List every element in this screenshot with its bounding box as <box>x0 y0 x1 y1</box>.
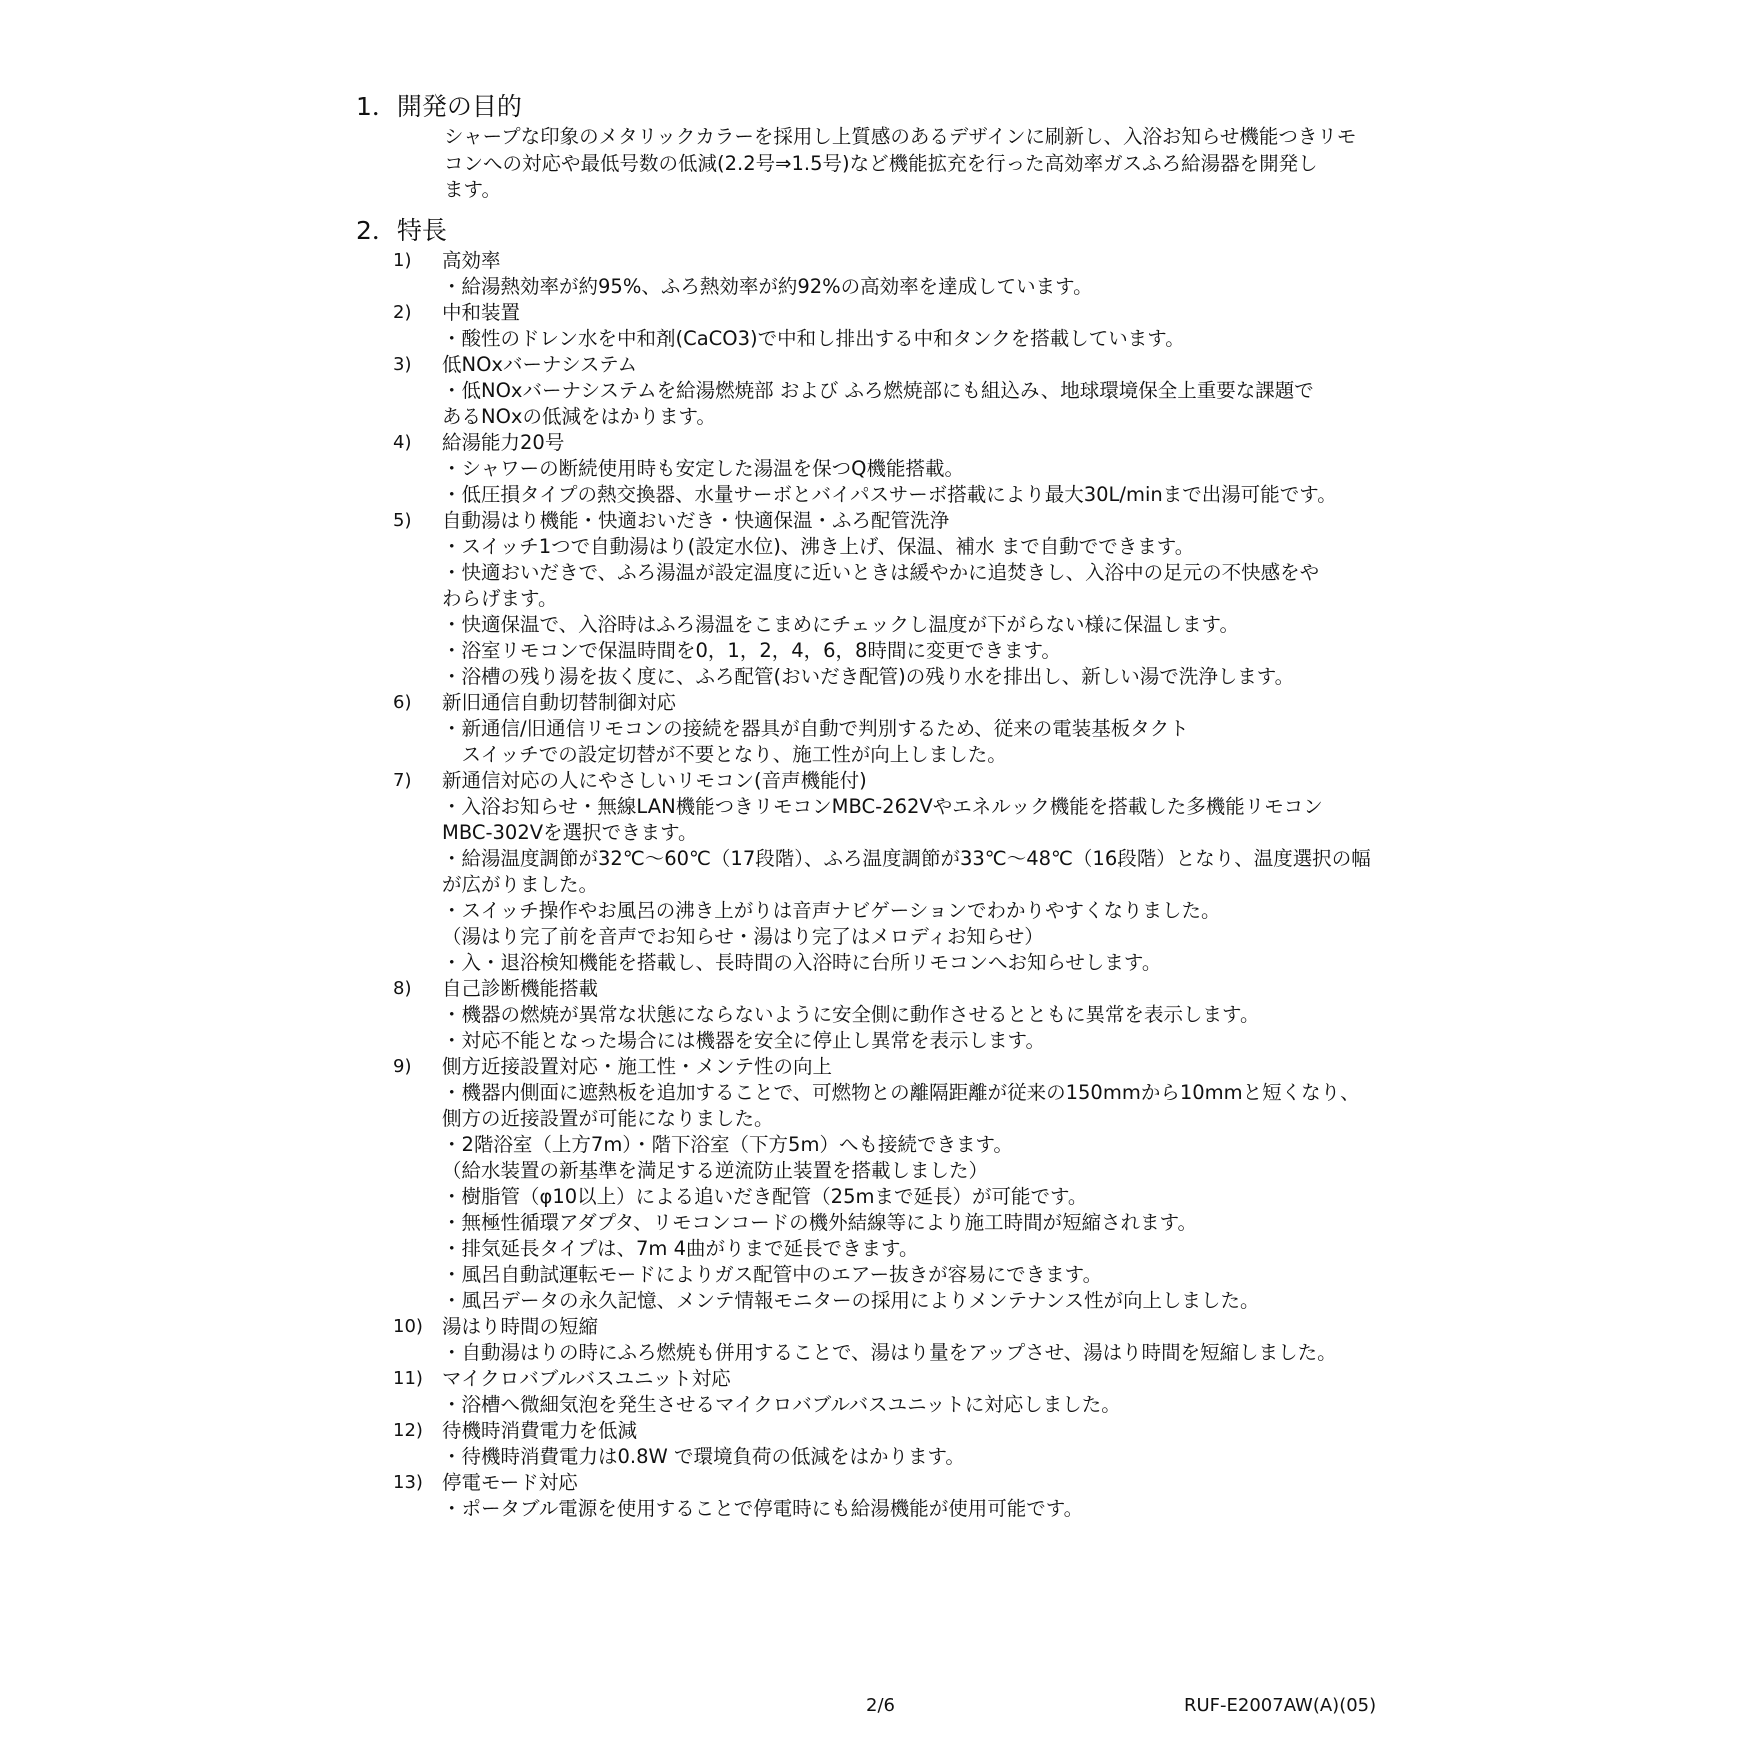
item-heading: マイクロバブルバスユニット対応 <box>442 1367 731 1390</box>
item-number: 1) <box>393 250 412 271</box>
item-line: ・機器内側面に遮熱板を追加することで、可燃物との離隔距離が従来の150mmから10mmと短くなり、 <box>442 1081 1360 1104</box>
item-number: 13) <box>393 1472 423 1493</box>
item-line: ・樹脂管（φ10以上）による追いだき配管（25mまで延長）が可能です。 <box>442 1185 1088 1208</box>
item-heading: 高効率 <box>442 249 501 272</box>
item-heading: 側方近接設置対応・施工性・メンテ性の向上 <box>442 1055 833 1078</box>
item-heading: 給湯能力20号 <box>442 431 565 454</box>
item-line: ・快適保温で、入浴時はふろ湯温をこまめにチェックし温度が下がらない様に保温します。 <box>442 613 1239 636</box>
item-heading: 待機時消費電力を低減 <box>442 1419 638 1442</box>
item-line: ・風呂データの永久記憶、メンテ情報モニターの採用によりメンテナンス性が向上しました。 <box>442 1289 1260 1312</box>
item-number: 9) <box>393 1056 412 1077</box>
item-line: MBC-302Vを選択できます。 <box>442 821 698 844</box>
item-line: ・スイッチ1つで自動湯はり(設定水位)、沸き上げ、保温、補水 まで自動でできます。 <box>442 535 1195 558</box>
item-line: ・自動湯はりの時にふろ燃焼も併用することで、湯はり量をアップさせ、湯はり時間を短縮しました。 <box>442 1341 1337 1364</box>
item-line: ・機器の燃焼が異常な状態にならないように安全側に動作させるとともに異常を表示します。 <box>442 1003 1260 1026</box>
item-line: ・給湯熱効率が約95%、ふろ熱効率が約92%の高効率を達成しています。 <box>442 275 1093 298</box>
item-line: ・シャワーの断続使用時も安定した湯温を保つQ機能搭載。 <box>442 457 964 480</box>
section-1-title: 1．開発の目的 <box>356 92 522 121</box>
item-line: あるNOxの低減をはかります。 <box>442 405 716 428</box>
item-number: 10) <box>393 1316 423 1337</box>
item-number: 3) <box>393 354 412 375</box>
item-line: わらげます。 <box>442 587 558 610</box>
item-line: ・浴槽へ微細気泡を発生させるマイクロバブルバスユニットに対応しました。 <box>442 1393 1121 1416</box>
item-line: ・快適おいだきで、ふろ湯温が設定温度に近いときは緩やかに追焚きし、入浴中の足元の不快感をや <box>442 561 1320 584</box>
item-line: ・2階浴室（上方7m）・階下浴室（下方5m）へも接続できます。 <box>442 1133 1013 1156</box>
item-line: ・酸性のドレン水を中和剤(CaCO3)で中和し排出する中和タンクを搭載しています。 <box>442 327 1185 350</box>
item-line: ・無極性循環アダプタ、リモコンコードの機外結線等により施工時間が短縮されます。 <box>442 1211 1198 1234</box>
item-line: ・スイッチ操作やお風呂の沸き上がりは音声ナビゲーションでわかりやすくなりました。 <box>442 899 1221 922</box>
document-code: RUF-E2007AW(A)(05) <box>1184 1695 1377 1716</box>
item-heading: 中和装置 <box>442 301 521 324</box>
item-heading: 湯はり時間の短縮 <box>442 1315 599 1338</box>
item-line: 側方の近接設置が可能になりました。 <box>442 1107 774 1130</box>
item-number: 5) <box>393 510 412 531</box>
intro-line: シャープな印象のメタリックカラーを採用し上質感のあるデザインに刷新し、入浴お知らせ機能つきリモ <box>444 125 1357 148</box>
item-line: ・低圧損タイプの熱交換器、水量サーボとバイパスサーボ搭載により最大30L/minまで出湯可能です。 <box>442 483 1337 506</box>
item-heading: 新旧通信自動切替制御対応 <box>442 691 677 714</box>
item-line: （給水装置の新基準を満足する逆流防止装置を搭載しました） <box>442 1159 989 1182</box>
item-heading: 新通信対応の人にやさしいリモコン(音声機能付) <box>442 769 867 792</box>
item-number: 4) <box>393 432 412 453</box>
item-heading: 自動湯はり機能・快適おいだき・快適保温・ふろ配管洗浄 <box>442 509 950 532</box>
item-line: ・ポータブル電源を使用することで停電時にも給湯機能が使用可能です。 <box>442 1497 1084 1520</box>
item-line: ・新通信/旧通信リモコンの接続を器具が自動で判別するため、従来の電装基板タクト <box>442 717 1189 740</box>
item-line: ・低NOxバーナシステムを給湯燃焼部 および ふろ燃焼部にも組込み、地球環境保全上重要な課題で <box>442 379 1314 402</box>
item-number: 8) <box>393 978 412 999</box>
item-line: ・排気延長タイプは、7m 4曲がりまで延長できます。 <box>442 1237 919 1260</box>
item-heading: 自己診断機能搭載 <box>442 977 599 1000</box>
item-line: ・浴槽の残り湯を抜く度に、ふろ配管(おいだき配管)の残り水を排出し、新しい湯で洗浄します。 <box>442 665 1295 688</box>
intro-line: ます。 <box>444 178 501 201</box>
page-number: 2/6 <box>866 1695 895 1716</box>
item-heading: 低NOxバーナシステム <box>442 353 638 376</box>
item-line: ・風呂自動試運転モードによりガス配管中のエアー抜きが容易にできます。 <box>442 1263 1103 1286</box>
item-heading: 停電モード対応 <box>442 1471 578 1494</box>
item-number: 2) <box>393 302 412 323</box>
item-line: ・待機時消費電力は0.8W で環境負荷の低減をはかります。 <box>442 1445 965 1468</box>
item-line: ・対応不能となった場合には機器を安全に停止し異常を表示します。 <box>442 1029 1045 1052</box>
item-number: 11) <box>393 1368 423 1389</box>
item-line: スイッチでの設定切替が不要となり、施工性が向上しました。 <box>442 743 1007 766</box>
item-number: 7) <box>393 770 412 791</box>
section-2-title: 2．特長 <box>356 216 447 245</box>
item-number: 6) <box>393 692 412 713</box>
intro-line: コンへの対応や最低号数の低減(2.2号⇒1.5号)など機能拡充を行った高効率ガスふろ給湯器を開発し <box>444 152 1318 175</box>
item-line: ・入・退浴検知機能を搭載し、長時間の入浴時に台所リモコンへお知らせします。 <box>442 951 1162 974</box>
item-line: が広がりました。 <box>442 873 599 896</box>
item-line: ・給湯温度調節が32℃～60℃（17段階）、ふろ温度調節が33℃～48℃（16段階）となり、温度選択の幅 <box>442 847 1371 870</box>
item-line: ・浴室リモコンで保温時間を0，1，2，4，6，8時間に変更できます。 <box>442 639 1061 662</box>
item-line: （湯はり完了前を音声でお知らせ・湯はり完了はメロディお知らせ） <box>442 925 1044 948</box>
item-line: ・入浴お知らせ・無線LAN機能つきリモコンMBC-262Vやエネルック機能を搭載した多機能リモコン <box>442 795 1323 818</box>
item-number: 12) <box>393 1420 423 1441</box>
